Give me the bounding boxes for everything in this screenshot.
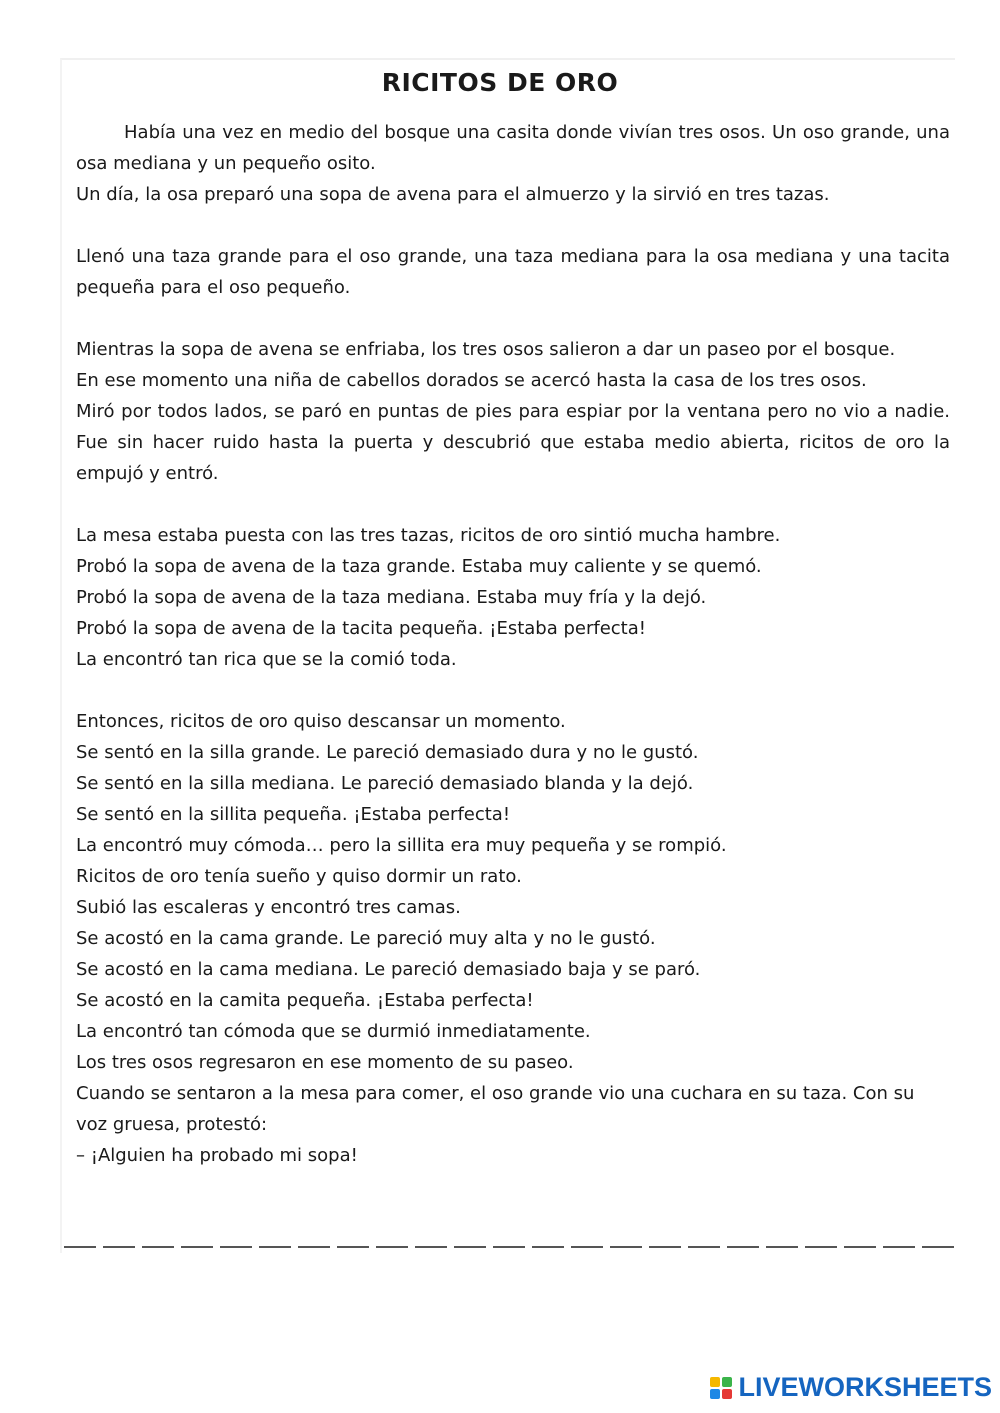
- story-paragraph: Había una vez en medio del bosque una casita donde vivían tres osos. Un oso grande, una osa mediana y un pequeño osito.: [76, 122, 950, 174]
- story-paragraph: Cuando se sentaron a la mesa para comer, el oso grande vio una cuchara en su taza. Con su voz gruesa, protestó:: [76, 1083, 915, 1135]
- story-paragraph: Mientras la sopa de avena se enfriaba, los tres osos salieron a dar un paseo por el bosque.: [76, 339, 896, 360]
- story-paragraph: Un día, la osa preparó una sopa de avena para el almuerzo y la sirvió en tres tazas.: [76, 184, 830, 205]
- story-paragraph: La encontró tan cómoda que se durmió inmediatamente.: [76, 1021, 591, 1042]
- story-paragraph: Se acostó en la cama mediana. Le pareció demasiado baja y se paró.: [76, 959, 701, 980]
- story-paragraph: Ricitos de oro tenía sueño y quiso dormir un rato.: [76, 866, 522, 887]
- liveworksheets-brand: [710, 1372, 992, 1403]
- story-paragraph: Se sentó en la silla grande. Le pareció demasiado dura y no le gustó.: [76, 742, 699, 763]
- story-paragraph: La mesa estaba puesta con las tres tazas, ricitos de oro sintió mucha hambre.: [76, 525, 781, 546]
- story-paragraph: Miró por todos lados, se paró en puntas de pies para espiar por la ventana pero no vio a nadie. Fue sin hacer ruido hasta la puerta y descubrió que estaba medio abierta, ricitos de oro la empujó y entró.: [76, 401, 950, 484]
- story-title: RICITOS DE ORO: [381, 68, 619, 97]
- story-paragraph: Llenó una taza grande para el oso grande, una taza mediana para la osa mediana y una tacita pequeña para el oso pequeño.: [76, 246, 950, 298]
- story-paragraph: Se sentó en la silla mediana. Le pareció demasiado blanda y la dejó.: [76, 773, 694, 794]
- story-paragraph: Probó la sopa de avena de la taza mediana. Estaba muy fría y la dejó.: [76, 587, 707, 608]
- story-text: [76, 117, 950, 1171]
- story-paragraph: Los tres osos regresaron en ese momento de su paseo.: [76, 1052, 574, 1073]
- dashed-divider: [64, 1246, 954, 1248]
- story-paragraph: La encontró tan rica que se la comió toda.: [76, 649, 457, 670]
- story-paragraph: La encontró muy cómoda… pero la sillita era muy pequeña y se rompió.: [76, 835, 727, 856]
- story-paragraph: Probó la sopa de avena de la tacita pequeña. ¡Estaba perfecta!: [76, 618, 646, 639]
- story-paragraph: – ¡Alguien ha probado mi sopa!: [76, 1145, 358, 1166]
- story-paragraph: Se acostó en la camita pequeña. ¡Estaba perfecta!: [76, 990, 534, 1011]
- story-paragraph: En ese momento una niña de cabellos dorados se acercó hasta la casa de los tres osos.: [76, 370, 867, 391]
- story-paragraph: Subió las escaleras y encontró tres camas.: [76, 897, 461, 918]
- liveworksheets-logo-icon: [710, 1377, 732, 1399]
- brand-name: LIVEWORKSHEETS: [738, 1372, 992, 1402]
- story-paragraph: Probó la sopa de avena de la taza grande. Estaba muy caliente y se quemó.: [76, 556, 762, 577]
- story-paragraph: Se acostó en la cama grande. Le pareció muy alta y no le gustó.: [76, 928, 656, 949]
- story-paragraph: Entonces, ricitos de oro quiso descansar un momento.: [76, 711, 566, 732]
- story-paragraph: Se sentó en la sillita pequeña. ¡Estaba perfecta!: [76, 804, 511, 825]
